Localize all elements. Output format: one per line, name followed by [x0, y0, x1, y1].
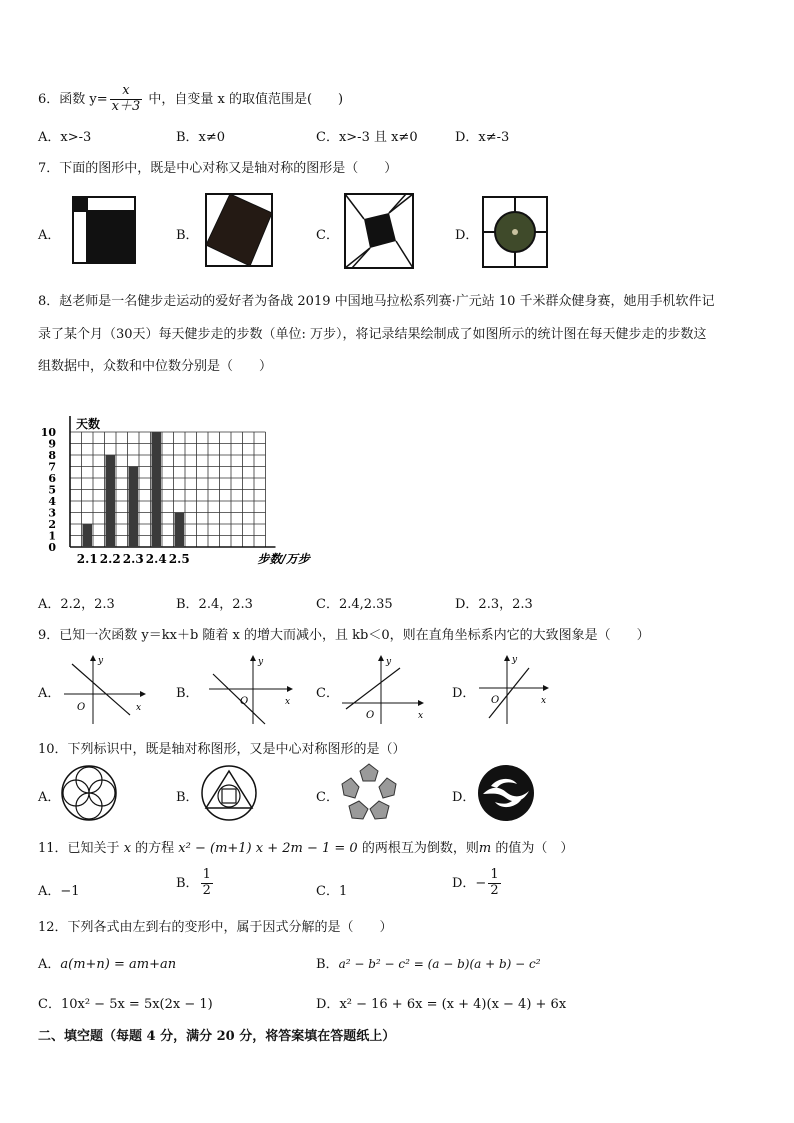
q6-stem: 6．函数 y= $\frac{x}{x+3}$ 中，自变量 x 的取值范围是( ): [38, 83, 344, 114]
q11-option-d: D．− $\frac{1}{2}$: [452, 867, 499, 898]
q12-option-d: D．x² − 16 + 6x = (x + 4)(x − 4) + 6x: [316, 997, 567, 1012]
x-axis-title: 步数/万步: [257, 552, 310, 566]
svg-text:x: x: [136, 703, 142, 713]
q10-figure-b: [200, 764, 258, 822]
svg-text:O: O: [77, 702, 86, 713]
q10-figure-a: [60, 764, 118, 822]
y-tick-label: 0: [48, 541, 56, 554]
bar: [152, 432, 162, 547]
q9-label-d: D．: [452, 686, 476, 701]
x-tick-label: 2.4: [145, 552, 167, 566]
q8-stem-line1: 8．赵老师是一名健步走运动的爱好者为备战 2019 中国地马拉松系列赛·广元站 10 千米群众健身赛，她用手机软件记: [38, 294, 715, 309]
q11-stem: 11．已知关于 x 的方程 x² − (m+1) x + 2m − 1 = 0 的两根互为倒数，则m 的值为（ ）: [38, 841, 574, 856]
svg-text:y: y: [98, 656, 104, 666]
q10-label-c: C．: [316, 790, 339, 805]
q8-option-c: C．2.4,2.35: [316, 597, 393, 612]
q6-option-b: B．x≠0: [176, 130, 226, 145]
q7-stem: 7．下面的图形中，既是中心对称又是轴对称的图形是（ ）: [38, 161, 398, 176]
q9-label-b: B．: [176, 686, 199, 701]
x-tick-label: 2.5: [168, 552, 190, 566]
x-tick-label: 2.1: [76, 552, 98, 566]
svg-text:O: O: [240, 696, 249, 707]
q10-figure-c: [338, 762, 400, 824]
q10-label-a: A．: [38, 790, 61, 805]
q11-option-b: B． $\frac{1}{2}$: [176, 867, 211, 898]
svg-text:y: y: [512, 655, 518, 665]
y-tick-label: 8: [48, 449, 56, 462]
q8-option-d: D．2.3，2.3: [455, 597, 533, 612]
q9-graph-b: [205, 652, 297, 727]
q8-option-b: B．2.4，2.3: [176, 597, 253, 612]
q9-graph-d: [475, 652, 567, 727]
bar: [175, 513, 185, 548]
y-tick-label: 5: [48, 483, 56, 497]
bar: [106, 455, 116, 547]
q9-graph-a: [60, 652, 152, 727]
q8-bar-chart: [40, 392, 310, 577]
svg-text:x: x: [541, 696, 547, 706]
y-tick-label: 1: [48, 529, 56, 543]
y-tick-label: 9: [48, 437, 56, 451]
svg-text:x: x: [418, 711, 424, 721]
q9-graph-c: [338, 652, 430, 727]
q10-label-b: B．: [176, 790, 199, 805]
q7-figure-a: [72, 196, 136, 264]
q12-option-a: A．a(m+n) = am+an: [38, 957, 177, 972]
x-tick-label: 2.2: [99, 552, 121, 566]
bar: [83, 524, 93, 547]
q7-label-d: D．: [455, 228, 479, 243]
q7-figure-d: [482, 196, 548, 268]
svg-text:x: x: [285, 697, 291, 707]
q7-figure-b: [205, 193, 273, 267]
y-tick-label: 3: [48, 506, 56, 520]
q11-option-c: C．1: [316, 884, 348, 899]
x-tick-label: 2.3: [122, 552, 144, 566]
y-tick-label: 6: [48, 472, 56, 485]
svg-text:y: y: [386, 657, 392, 667]
q11-option-a: A．−1: [38, 884, 80, 899]
section-2-heading: 二、填空题（每题 4 分，满分 20 分，将答案填在答题纸上）: [38, 1029, 396, 1044]
svg-text:O: O: [366, 710, 375, 721]
q6-option-a: A．x>-3: [38, 130, 92, 145]
q6-fraction: $\frac{x}{x+3}$: [111, 83, 141, 114]
y-tick-label: 7: [48, 460, 56, 474]
y-tick-label: 4: [48, 495, 56, 508]
q12-option-b: B．a² − b² − c² = (a − b)(a + b) − c²: [316, 957, 541, 972]
q9-stem: 9．已知一次函数 y＝kx＋b 随着 x 的增大而减小，且 kb＜0，则在直角坐标系内它的大致图象是（ ）: [38, 628, 650, 643]
q8-stem-line2: 录了某个月（30天）每天健步走的步数（单位: 万步），将记录结果绘制成了如图所示的统计图在每天健步走的步数这: [38, 327, 707, 342]
q7-label-a: A．: [38, 228, 61, 243]
q10-label-d: D．: [452, 790, 476, 805]
q8-stem-line3: 组数据中，众数和中位数分别是（ ）: [38, 359, 273, 374]
y-axis-title: 天数: [76, 417, 101, 431]
q12-option-c: C．10x² − 5x = 5x(2x − 1): [38, 997, 213, 1012]
q6-option-d: D．x≠-3: [455, 130, 510, 145]
q6-option-c: C．x>-3 且 x≠0: [316, 130, 418, 145]
q10-figure-d: [477, 764, 535, 822]
y-tick-label: 2: [48, 518, 56, 531]
y-tick-label: 10: [40, 426, 56, 439]
svg-text:O: O: [491, 695, 500, 706]
q9-label-a: A．: [38, 686, 61, 701]
q7-label-c: C．: [316, 228, 339, 243]
q11-equation: x² − (m+1) x + 2m − 1 = 0: [178, 841, 358, 856]
q10-stem: 10．下列标识中，既是轴对称图形，又是中心对称图形的是（）: [38, 742, 406, 757]
bar: [129, 467, 139, 548]
q8-option-a: A．2.2，2.3: [38, 597, 115, 612]
q7-label-b: B．: [176, 228, 199, 243]
q9-label-c: C．: [316, 686, 339, 701]
q12-stem: 12．下列各式由左到右的变形中，属于因式分解的是（ ）: [38, 920, 393, 935]
q7-figure-c: [344, 193, 414, 269]
svg-text:y: y: [258, 657, 264, 667]
